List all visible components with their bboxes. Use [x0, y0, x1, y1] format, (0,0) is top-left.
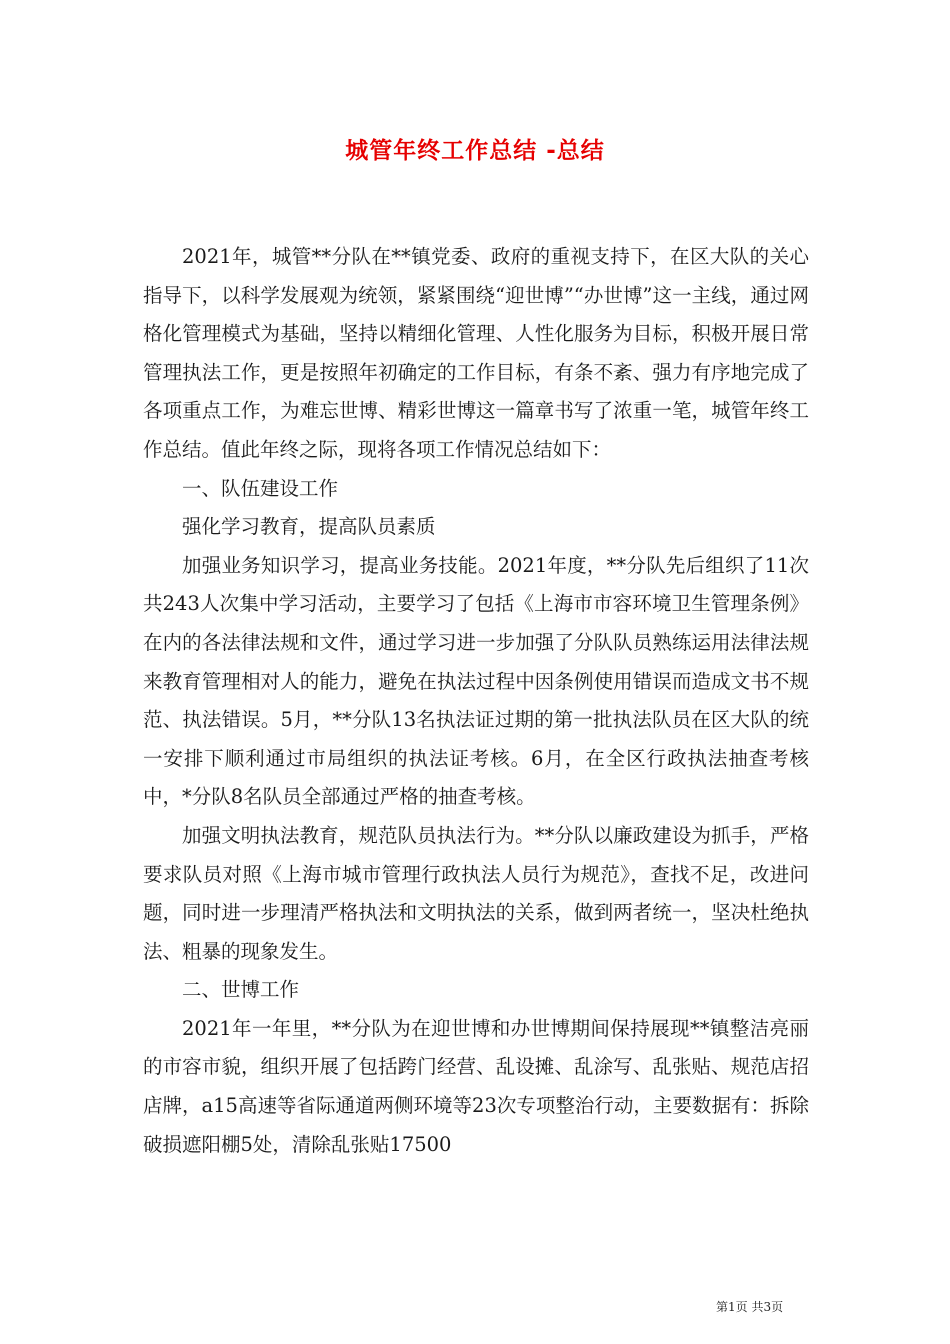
paragraph-civil-enforcement: 加强文明执法教育，规范队员执法行为。**分队以廉政建设为抓手，严格要求队员对照《上海市城市管理行政执法人员行为规范》，查找不足，改进问题，同时进一步理清严格执法和文明执法的关系，做到两者统一，坚决杜绝执法、粗暴的现象发生。 — [143, 823, 809, 963]
document-title: 城管年终工作总结 -总结 — [345, 138, 605, 164]
section-heading-team-building: 一、队伍建设工作 — [182, 476, 339, 500]
paragraph-intro: 2021年，城管**分队在**镇党委、政府的重视支持下，在区大队的关心指导下，以科学发展观为统领，紧紧围绕“迎世博”“办世博”这一主线，通过网格化管理模式为基础，坚持以精细化管理、人性化服务为目标，积极开展日常管理执法工作，更是按照年初确定的工作目标，有条不紊、强力有序地完成了各项重点工作，为难忘世博、精彩世博这一篇章书写了浓重一笔，城管年终工作总结。值此年终之际，现将各项工作情况总结如下： — [143, 245, 809, 461]
section-heading-expo-work: 二、世博工作 — [182, 978, 300, 1002]
document-body — [143, 238, 809, 1164]
paragraph-expo-actions: 2021年一年里，**分队为在迎世博和办世博期间保持展现**镇整洁亮丽的市容市貌，组织开展了包括跨门经营、乱设摊、乱涂写、乱张贴、规范店招店牌，a15高速等省际通道两侧环境等23次专项整治行动，主要数据有：拆除破损遮阳棚5处，清除乱张贴17500 — [143, 1016, 809, 1156]
page-number: 第1页 共3页 — [716, 1300, 784, 1314]
paragraph-business-study: 加强业务知识学习，提高业务技能。2021年度，**分队先后组织了11次共243人次集中学习活动，主要学习了包括《上海市市容环境卫生管理条例》在内的各法律法规和文件，通过学习进一步加强了分队队员熟练运用法律法规来教育管理相对人的能力，避免在执法过程中因条例使用错误而造成文书不规范、执法错误。5月，**分队13名执法证过期的第一批执法队员在区大队的统一安排下顺利通过市局组织的执法证考核。6月，在全区行政执法抽查考核中，*分队8名队员全部通过严格的抽查考核。 — [143, 553, 809, 809]
subheading-study-education: 强化学习教育，提高队员素质 — [182, 515, 436, 539]
